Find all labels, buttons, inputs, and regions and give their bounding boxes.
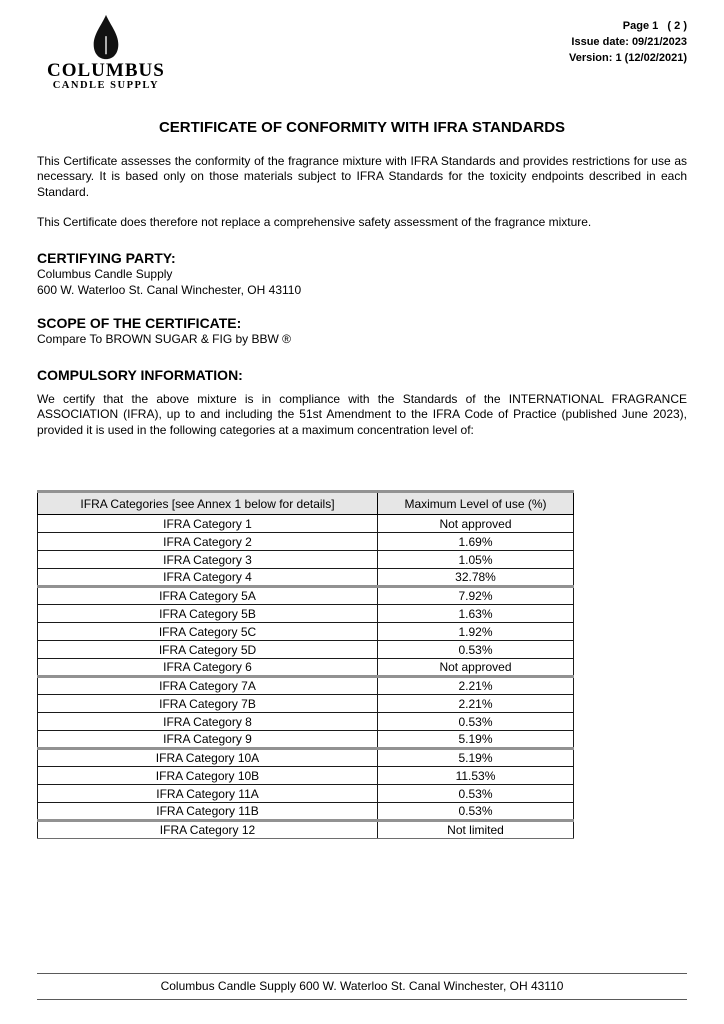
category-cell: IFRA Category 11B: [38, 803, 378, 821]
table-row: [38, 605, 574, 623]
category-cell: IFRA Category 11A: [38, 785, 378, 803]
company-logo: [47, 14, 165, 92]
certifying-party-address: 600 W. Waterloo St. Canal Winchester, OH 43110: [37, 282, 302, 297]
category-cell: IFRA Category 5A: [38, 587, 378, 605]
document-header: [0, 0, 724, 92]
table-row: [38, 515, 574, 533]
level-cell: 1.05%: [378, 551, 574, 569]
compulsory-paragraph: We certify that the above mixture is in compliance with the Standards of the INTERNATIONAL FRAGRANCE ASSOCIATION (IFRA), up to and including the 51st Amendment to the IFRA Code of Practice (published June 2023), provided it is used in the following categories at a maximum concentration level of:: [37, 391, 687, 437]
level-cell: 5.19%: [378, 731, 574, 749]
level-cell: Not limited: [378, 821, 574, 839]
categories-column-header: IFRA Categories [see Annex 1 below for details]: [38, 492, 378, 515]
category-cell: IFRA Category 7A: [38, 677, 378, 695]
table-row: [38, 821, 574, 839]
category-cell: IFRA Category 5B: [38, 605, 378, 623]
table-row: [38, 569, 574, 587]
scope-value: Compare To BROWN SUGAR & FIG by BBW ®: [37, 331, 292, 346]
category-cell: IFRA Category 9: [38, 731, 378, 749]
level-cell: 0.53%: [378, 785, 574, 803]
category-cell: IFRA Category 8: [38, 713, 378, 731]
level-cell: 32.78%: [378, 569, 574, 587]
category-cell: IFRA Category 10B: [38, 767, 378, 785]
table-row: [38, 731, 574, 749]
category-cell: IFRA Category 5D: [38, 641, 378, 659]
level-cell: 1.69%: [378, 533, 574, 551]
document-footer: Columbus Candle Supply 600 W. Waterloo St. Canal Winchester, OH 43110: [37, 973, 687, 1000]
intro-paragraph-2: This Certificate does therefore not replace a comprehensive safety assessment of the fragrance mixture.: [37, 215, 592, 230]
table-row: [38, 587, 574, 605]
category-cell: IFRA Category 4: [38, 569, 378, 587]
ifra-table-body: [38, 515, 574, 839]
table-row: [38, 677, 574, 695]
certifying-party-heading: CERTIFYING PARTY:: [37, 249, 176, 266]
table-row: [38, 641, 574, 659]
level-cell: 0.53%: [378, 803, 574, 821]
compulsory-heading: COMPULSORY INFORMATION:: [37, 366, 243, 383]
category-cell: IFRA Category 10A: [38, 749, 378, 767]
certifying-party-name: Columbus Candle Supply: [37, 266, 173, 281]
intro-paragraph-1: This Certificate assesses the conformity of the fragrance mixture with IFRA Standards and provides restrictions for use as necessary. It is based only on those materials subject to IFRA Standards for the toxicity endpoints described in each Standard.: [37, 153, 687, 199]
category-cell: IFRA Category 3: [38, 551, 378, 569]
level-cell: 2.21%: [378, 695, 574, 713]
table-row: [38, 785, 574, 803]
ifra-categories-table: [37, 490, 574, 839]
level-cell: Not approved: [378, 515, 574, 533]
level-cell: 1.63%: [378, 605, 574, 623]
level-cell: 11.53%: [378, 767, 574, 785]
category-cell: IFRA Category 12: [38, 821, 378, 839]
table-row: [38, 767, 574, 785]
level-cell: 7.92%: [378, 587, 574, 605]
table-header-row: [38, 492, 574, 515]
level-cell: Not approved: [378, 659, 574, 677]
category-cell: IFRA Category 7B: [38, 695, 378, 713]
category-cell: IFRA Category 1: [38, 515, 378, 533]
scope-heading: SCOPE OF THE CERTIFICATE:: [37, 314, 242, 331]
table-row: [38, 551, 574, 569]
table-row: [38, 749, 574, 767]
version: Version: 1 (12/02/2021): [568, 52, 687, 64]
page-number: Page 1 ( 2 ): [622, 20, 687, 32]
table-row: [38, 659, 574, 677]
table-row: [38, 713, 574, 731]
table-row: [38, 623, 574, 641]
table-row: [38, 533, 574, 551]
logo-company-subname: CANDLE SUPPLY: [52, 80, 160, 91]
category-cell: IFRA Category 5C: [38, 623, 378, 641]
category-cell: IFRA Category 2: [38, 533, 378, 551]
level-cell: 2.21%: [378, 677, 574, 695]
flame-icon: [89, 14, 123, 60]
issue-date: Issue date: 09/21/2023: [571, 36, 687, 48]
level-cell: 1.92%: [378, 623, 574, 641]
document-title: CERTIFICATE OF CONFORMITY WITH IFRA STANDARDS: [158, 118, 566, 136]
level-cell: 0.53%: [378, 641, 574, 659]
category-cell: IFRA Category 6: [38, 659, 378, 677]
level-cell: 0.53%: [378, 713, 574, 731]
max-level-column-header: Maximum Level of use (%): [378, 492, 574, 515]
page-meta-block: [569, 14, 687, 66]
level-cell: 5.19%: [378, 749, 574, 767]
table-row: [38, 803, 574, 821]
logo-company-name: COLUMBUS: [47, 60, 165, 81]
table-row: [38, 695, 574, 713]
